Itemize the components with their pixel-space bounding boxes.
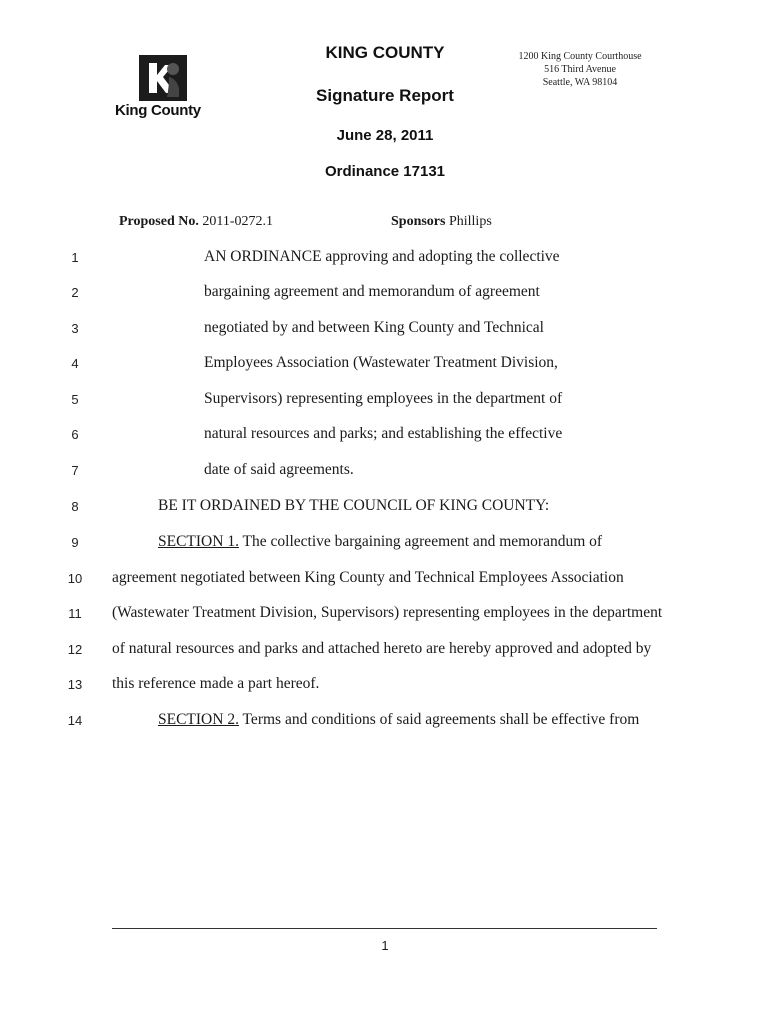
ordinance-title-line: Employees Association (Wastewater Treatment Division, — [204, 354, 558, 371]
ordinance-title-line: bargaining agreement and memorandum of agreement — [204, 283, 540, 300]
proposed-number — [119, 214, 273, 230]
line-number: 13 — [67, 677, 83, 692]
address-line: Seattle, WA 98104 — [542, 77, 618, 88]
county-title: KING COUNTY — [325, 43, 445, 62]
sponsors-value: Phillips — [448, 214, 492, 229]
address-line: 1200 King County Courthouse — [518, 51, 642, 62]
body-line: (Wastewater Treatment Division, Supervisors) representing employees in the department — [112, 604, 663, 621]
line-number: 11 — [68, 606, 82, 621]
ordinance-title-line: Supervisors) representing employees in the department of — [204, 390, 563, 407]
ordinance-title-line: date of said agreements. — [204, 461, 354, 478]
footer-divider — [112, 928, 657, 929]
ordinance-title-line: AN ORDINANCE approving and adopting the collective — [204, 248, 560, 265]
page-number: 1 — [381, 938, 389, 953]
line-number: 14 — [67, 713, 83, 728]
body-line: this reference made a part hereof. — [112, 675, 320, 692]
section-1-text: The collective bargaining agreement and memorandum of — [238, 533, 603, 550]
section-2-line — [158, 711, 639, 729]
sponsors-label: Sponsors — [391, 214, 446, 229]
line-number: 8 — [71, 499, 79, 514]
line-number: 5 — [71, 392, 79, 407]
ordinance-title-line: natural resources and parks; and establishing the effective — [204, 425, 563, 442]
line-number: 2 — [71, 285, 79, 300]
logo-text: King County — [115, 102, 201, 119]
enacting-clause: BE IT ORDAINED BY THE COUNCIL OF KING COUNTY: — [158, 497, 550, 514]
line-number: 7 — [71, 463, 79, 478]
line-number: 3 — [71, 321, 79, 336]
section-1-line — [158, 533, 602, 551]
section-1-heading: SECTION 1. — [158, 533, 239, 550]
report-date: June 28, 2011 — [336, 127, 434, 144]
ordinance-number: Ordinance 17131 — [324, 163, 446, 180]
ordinance-title-line: negotiated by and between King County and Technical — [204, 319, 544, 336]
section-2-text: Terms and conditions of said agreements shall be effective from — [238, 711, 640, 728]
proposed-value: 2011-0272.1 — [202, 214, 274, 229]
report-title: Signature Report — [316, 86, 454, 105]
king-county-logo-icon — [139, 55, 187, 101]
line-number: 10 — [67, 571, 83, 586]
line-number: 12 — [67, 642, 83, 657]
body-line: agreement negotiated between King County and Technical Employees Association — [112, 569, 624, 586]
sponsors — [391, 214, 492, 230]
line-number: 6 — [71, 427, 79, 442]
line-number: 1 — [71, 250, 79, 265]
proposed-label: Proposed No. — [119, 214, 199, 229]
line-number: 9 — [71, 535, 79, 550]
address-line: 516 Third Avenue — [544, 64, 616, 75]
section-2-heading: SECTION 2. — [158, 711, 239, 728]
body-line: of natural resources and parks and attached hereto are hereby approved and adopted by — [112, 640, 652, 657]
line-number: 4 — [71, 356, 79, 371]
